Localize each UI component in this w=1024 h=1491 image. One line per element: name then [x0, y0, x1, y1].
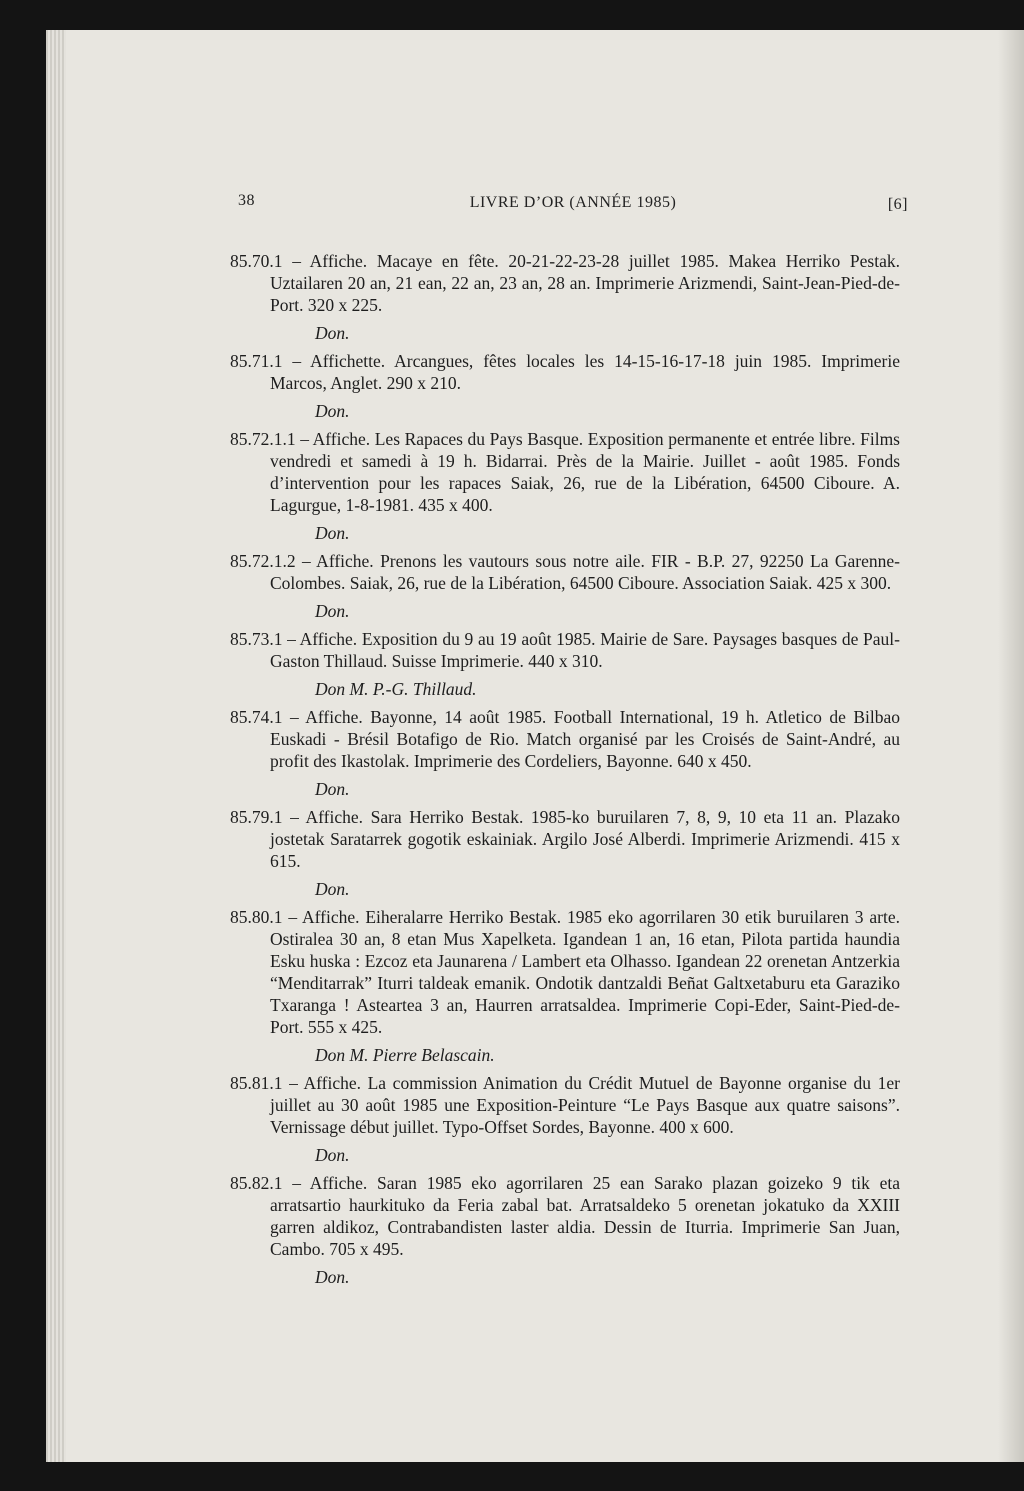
entry-donor: Don. — [315, 601, 350, 621]
entry-donor: Don. — [315, 779, 350, 799]
catalog-entry — [230, 1172, 900, 1288]
entry-donor: Don M. Pierre Belascain. — [315, 1045, 495, 1065]
entry-donor: Don. — [315, 523, 350, 543]
catalog-entry — [230, 628, 900, 700]
catalog-entry — [230, 550, 900, 622]
page-number: 38 — [238, 192, 255, 209]
running-header — [238, 192, 908, 222]
catalog-entry — [230, 906, 900, 1066]
section-marker: [6] — [887, 196, 908, 213]
entry-text: 85.74.1 – Affiche. Bayonne, 14 août 1985. Football International, 19 h. Atletico de Bilbao Euskadi - Brésil Botafigo de Rio. Match organisé par les Croisés de Saint-André, au profit des Ikastolak. Imprimerie des Cordeliers, Bayonne. 640 x 450. — [230, 707, 900, 771]
entry-text: 85.71.1 – Affichette. Arcangues, fêtes locales les 14-15-16-17-18 juin 1985. Imprimerie Marcos, Anglet. 290 x 210. — [230, 351, 900, 393]
catalog-entry — [230, 250, 900, 344]
page-gutter-shadow — [998, 30, 1024, 1462]
entry-donor: Don. — [315, 879, 350, 899]
entry-donor: Don. — [315, 323, 350, 343]
entry-text: 85.73.1 – Affiche. Exposition du 9 au 19 août 1985. Mairie de Sare. Paysages basques de Paul-Gaston Thillaud. Suisse Imprimerie. 440 x 310. — [230, 629, 900, 671]
entry-text: 85.81.1 – Affiche. La commission Animation du Crédit Mutuel de Bayonne organise du 1er juillet au 30 août 1985 une Exposition-Peinture “Le Pays Basque aux quatre saisons”. Vernissage début juillet. Typo-Offset Sordes, Bayonne. 400 x 600. — [230, 1073, 900, 1137]
catalog-entry — [230, 350, 900, 422]
catalog-entry — [230, 428, 900, 544]
book-page — [46, 30, 1024, 1462]
entry-donor: Don. — [315, 401, 350, 421]
page-edge-stack — [46, 30, 66, 1462]
catalog-entry — [230, 706, 900, 800]
entry-donor: Don. — [315, 1145, 350, 1165]
running-title: LIVRE D’OR (ANNÉE 1985) — [469, 194, 677, 211]
entry-text: 85.82.1 – Affiche. Saran 1985 eko agorrilaren 25 ean Sarako plazan goizeko 9 tik eta arratsartio haurkituko da Feria zabal bat. Arratsaldeko 5 orenetan jokatuko da XXIII garren aldikoz, Contrabandisten laster aldia. Dessin de Iturria. Imprimerie San Juan, Cambo. 705 x 495. — [230, 1173, 900, 1259]
entry-text: 85.72.1.2 – Affiche. Prenons les vautours sous notre aile. FIR - B.P. 27, 92250 La Garenne-Colombes. Saiak, 26, rue de la Libération, 64500 Ciboure. Association Saiak. 425 x 300. — [230, 551, 900, 593]
entry-donor: Don. — [315, 1267, 350, 1287]
catalog-entry — [230, 1072, 900, 1166]
entry-text: 85.80.1 – Affiche. Eiheralarre Herriko Bestak. 1985 eko agorrilaren 30 etik buruilaren 3 arte. Ostiralea 30 an, 8 etan Mus Xapelketa. Igandean 1 an, 16 etan, Pilota partida haundia Esku huska : Ezcoz eta Jaunarena / Lambert eta Olhasso. Igandean 22 orenetan Antzerkia “Menditarrak” Iturri taldeak emanik. Ondotik dantzaldi Beñat Galtxetaburu eta Garaziko Txaranga ! Asteartea 3 an, Haurren arratsaldea. Imprimerie Copi-Eder, Saint-Pied-de-Port. 555 x 425. — [230, 907, 900, 1037]
entry-text: 85.70.1 – Affiche. Macaye en fête. 20-21-22-23-28 juillet 1985. Makea Herriko Pestak. Uztailaren 20 an, 21 ean, 22 an, 23 an, 28 an. Imprimerie Arizmendi, Saint-Jean-Pied-de-Port. 320 x 225. — [230, 251, 900, 315]
catalog-entry — [230, 806, 900, 900]
entry-donor: Don M. P.-G. Thillaud. — [315, 679, 477, 699]
entry-text: 85.79.1 – Affiche. Sara Herriko Bestak. 1985-ko buruilaren 7, 8, 9, 10 eta 11 an. Plazako jostetak Saratarrek gogotik eskainiak. Argilo José Alberdi. Imprimerie Arizmendi. 415 x 615. — [230, 807, 900, 871]
catalog-entries — [230, 250, 900, 1294]
entry-text: 85.72.1.1 – Affiche. Les Rapaces du Pays Basque. Exposition permanente et entrée libre. Films vendredi et samedi à 19 h. Bidarrai. Près de la Mairie. Juillet - août 1985. Fonds d’intervention pour les rapaces Saiak, 26, rue de la Libération, 64500 Ciboure. A. Lagurgue, 1-8-1981. 435 x 400. — [230, 429, 900, 515]
